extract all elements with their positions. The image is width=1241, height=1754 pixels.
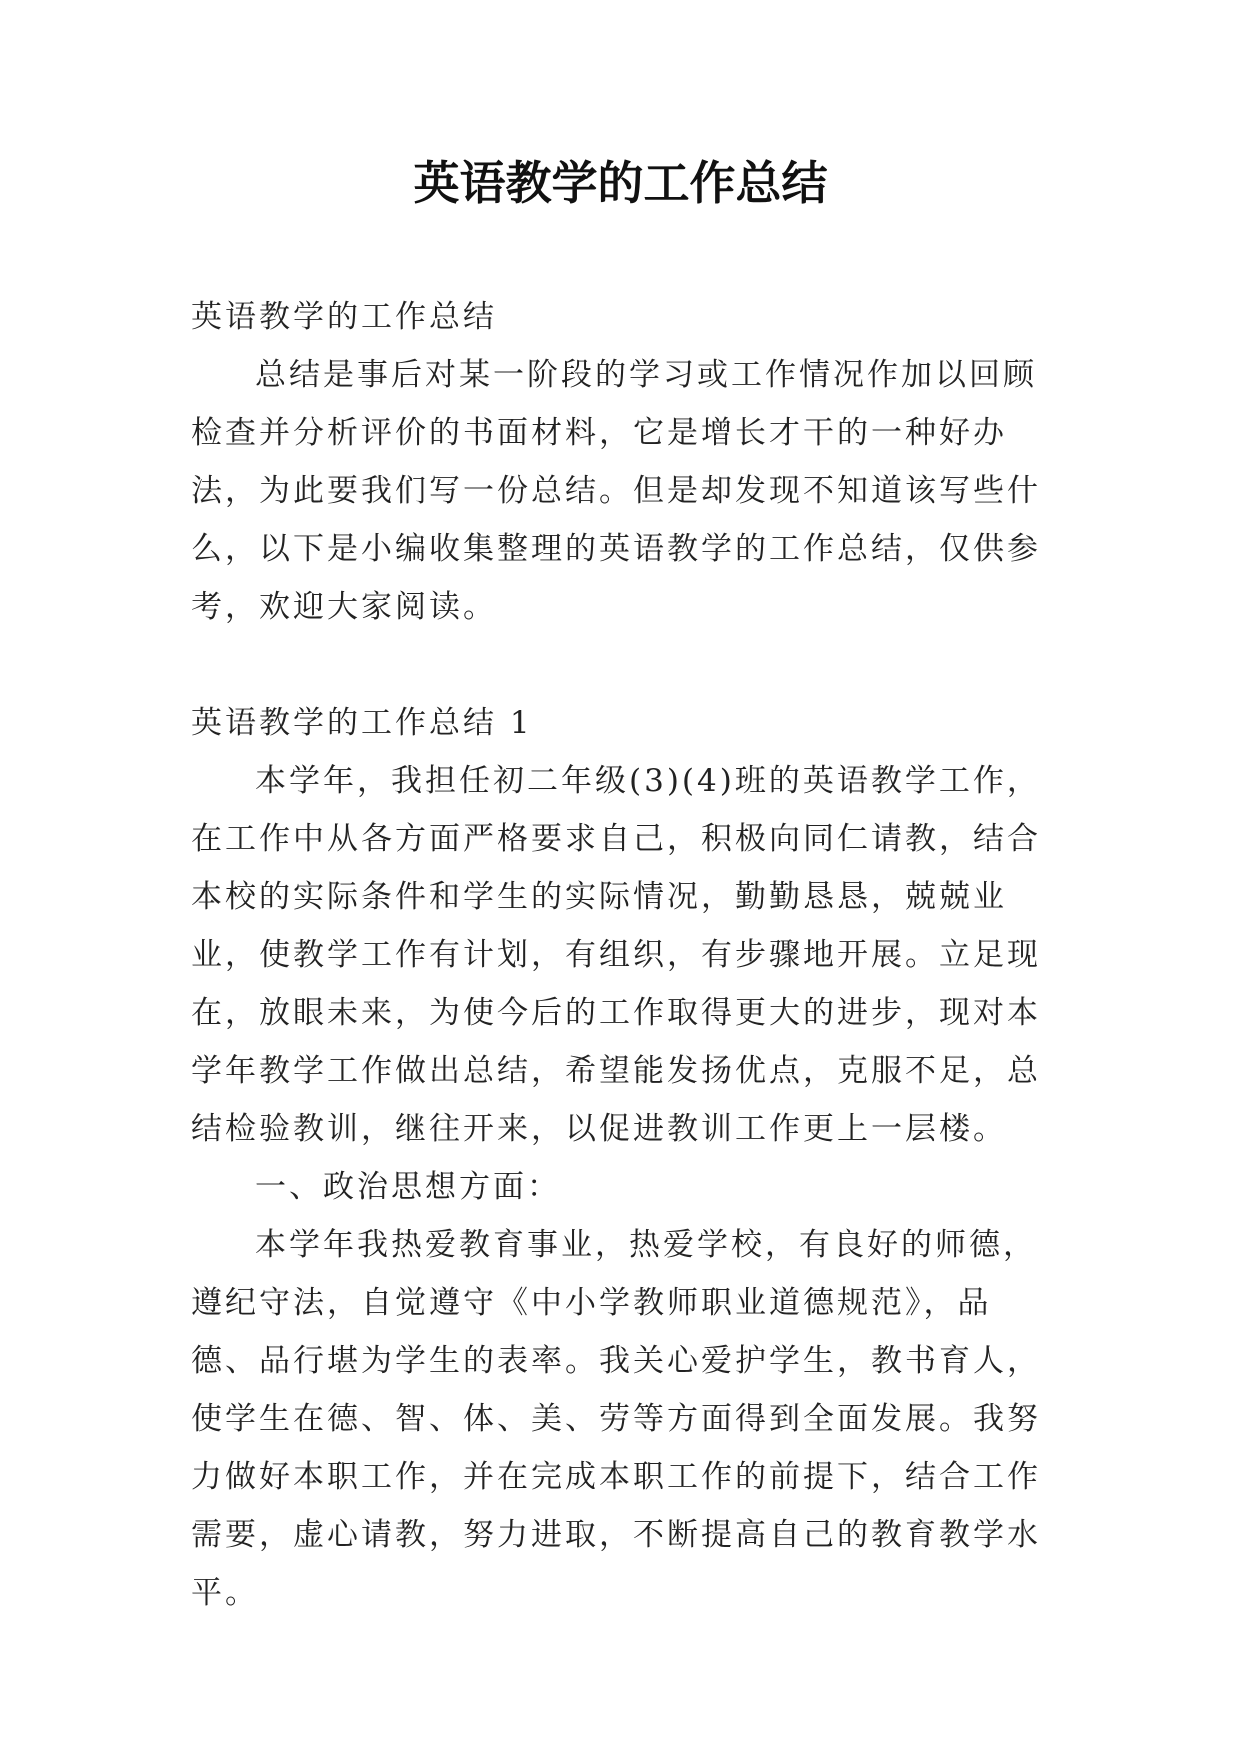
intro-paragraph: 总结是事后对某一阶段的学习或工作情况作加以回顾检查并分析评价的书面材料，它是增长才干的一种好办法，为此要我们写一份总结。但是却发现不知道该写些什么，以下是小编收集整理的英语教学的工作总结，仅供参考，欢迎大家阅读。 [191,357,1041,625]
subheading-political-thought: 一、政治思想方面： [255,1169,561,1205]
document-title: 英语教学的工作总结 [413,156,828,210]
section-1-paragraph-1: 本学年，我担任初二年级(3)(4)班的英语教学工作，在工作中从各方面严格要求自己，积极向同仁请教，结合本校的实际条件和学生的实际情况，勤勤恳恳，兢兢业业，使教学工作有计划，有组织，有步骤地开展。立足现在，放眼未来，为使今后的工作取得更大的进步，现对本学年教学工作做出总结，希望能发扬优点，克服不足，总结检验教训，继往开来，以促进教训工作更上一层楼。 [191,763,1041,1147]
section-heading-1: 英语教学的工作总结 1 [191,705,533,741]
intro-heading: 英语教学的工作总结 [191,299,497,335]
section-1-paragraph-2: 本学年我热爱教育事业，热爱学校，有良好的师德，遵纪守法，自觉遵守《中小学教师职业道德规范》，品德、品行堪为学生的表率。我关心爱护学生，教书育人，使学生在德、智、体、美、劳等方面得到全面发展。我努力做好本职工作，并在完成本职工作的前提下，结合工作需要，虚心请教，努力进取，不断提高自己的教育教学水平。 [191,1227,1041,1611]
document-body [191,288,1053,1622]
